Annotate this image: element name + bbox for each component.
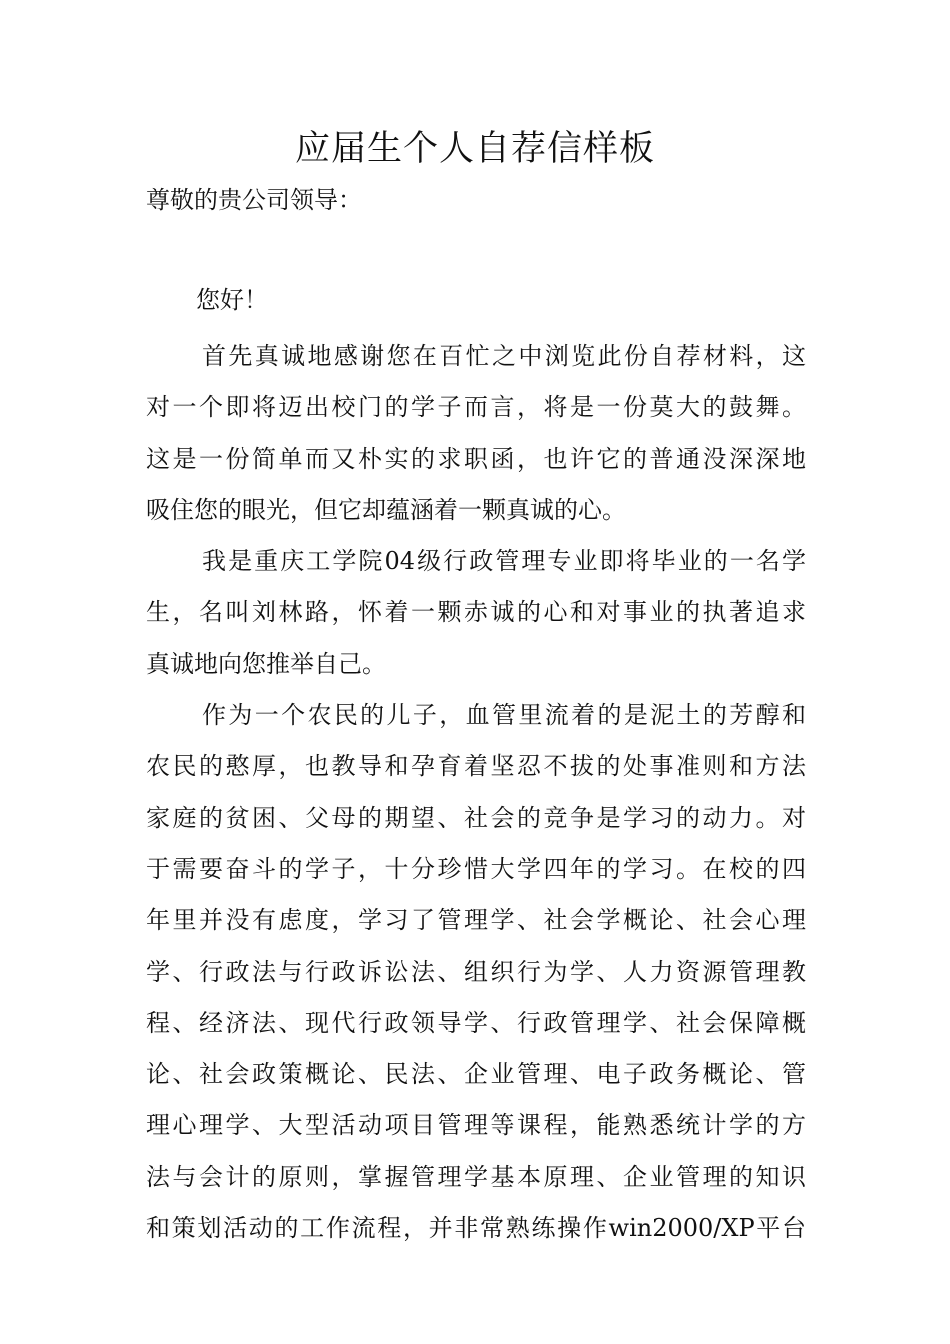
body-line: 首先真诚地感谢您在百忙之中浏览此份自荐材料，这	[202, 342, 806, 370]
letter-body	[146, 331, 806, 1254]
body-line: 家庭的贫困、父母的期望、社会的竞争是学习的动力。对	[146, 803, 806, 832]
document-title: 应届生个人自荐信样板	[294, 129, 655, 169]
body-line: 程、经济法、现代行政领导学、行政管理学、社会保障概	[146, 1008, 806, 1037]
body-line: 于需要奋斗的学子，十分珍惜大学四年的学习。在校的四	[146, 854, 806, 883]
salutation: 尊敬的贵公司领导：	[146, 186, 362, 214]
body-line: 学、行政法与行政诉讼法、组织行为学、人力资源管理教	[146, 957, 806, 986]
body-line: 生，名叫刘林路，怀着一颗赤诚的心和对事业的执著追求	[146, 598, 806, 627]
greeting: 您好！	[196, 286, 268, 314]
body-line: 农民的憨厚，也教导和孕育着坚忍不拔的处事准则和方法	[146, 752, 806, 781]
body-line: 对一个即将迈出校门的学子而言，将是一份莫大的鼓舞。	[146, 393, 806, 422]
body-line: 我是重庆工学院04级行政管理专业即将毕业的一名学	[202, 547, 806, 576]
body-line: 和策划活动的工作流程，并非常熟练操作win2000/XP平台	[146, 1214, 806, 1243]
body-line: 这是一份简单而又朴实的求职函，也许它的普通没深深地	[146, 444, 806, 473]
body-line: 作为一个农民的儿子，血管里流着的是泥土的芳醇和	[202, 701, 806, 730]
body-line: 法与会计的原则，掌握管理学基本原理、企业管理的知识	[146, 1162, 806, 1191]
body-line: 真诚地向您推举自己。	[146, 649, 386, 678]
body-line: 吸住您的眼光，但它却蕴涵着一颗真诚的心。	[146, 495, 626, 524]
body-line: 理心理学、大型活动项目管理等课程，能熟悉统计学的方	[146, 1111, 806, 1140]
body-line: 年里并没有虑度，学习了管理学、社会学概论、社会心理	[146, 906, 806, 935]
body-line: 论、社会政策概论、民法、企业管理、电子政务概论、管	[146, 1060, 806, 1089]
